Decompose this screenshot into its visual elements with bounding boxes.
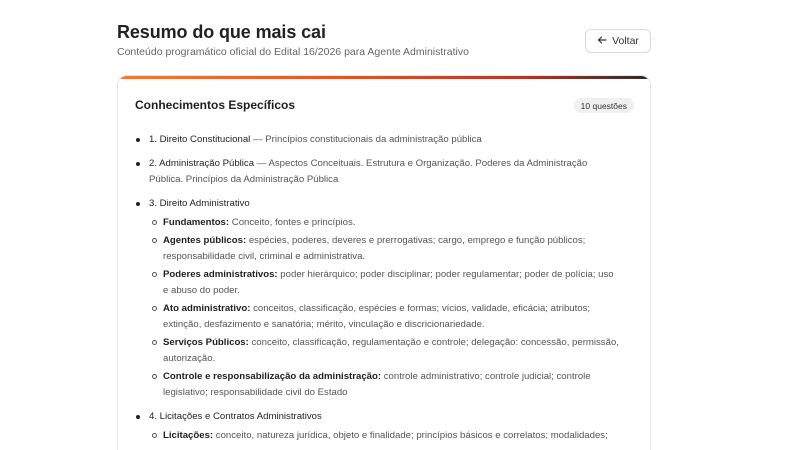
question-count-badge: 10 questões	[574, 98, 634, 113]
topic-description: — Princípios constitucionais da administração pública	[250, 134, 482, 145]
arrow-left-icon	[597, 35, 607, 48]
back-button-label: Voltar	[612, 35, 639, 47]
subtopic-text: espécies, poderes, deveres e prerrogativas; cargo, emprego e função públicos; responsabilidade civil, criminal e administrativa.	[163, 235, 586, 262]
subtopic-label: Fundamentos:	[163, 217, 230, 228]
topic-description: — Aspectos Conceituais. Estrutura e Organização. Poderes da Administração Pública. Princípios da Administração Pública	[149, 158, 588, 185]
subtopic-item	[163, 233, 619, 265]
subtopic-text: conceitos, classificação, espécies e formas; vícios, validade, eficácia; atributos; extinção, desfazimento e sanatória; mérito, vinculação e discricionariedade.	[163, 303, 591, 330]
subtopic-item	[163, 335, 619, 367]
subtopic-label: Licitações:	[163, 430, 214, 441]
topic-item	[149, 156, 619, 188]
subtopic-text: controle administrativo; controle judicial; controle legislativo; responsabilidade civil do Estado	[163, 371, 591, 398]
content-card	[117, 75, 651, 450]
subtopic-label: Agentes públicos:	[163, 235, 247, 246]
subtopic-text: conceito, natureza jurídica, objeto e finalidade; princípios básicos e correlatos; modalidades;	[213, 430, 608, 441]
page-title: Resumo do que mais cai	[117, 22, 326, 42]
subtopic-text: conceito, classificação, regulamentação e controle; delegação: concessão, permissão, autorização.	[163, 337, 619, 364]
subtopic-list	[149, 428, 619, 444]
subtopic-label: Poderes administrativos:	[163, 269, 278, 280]
topic-item	[149, 409, 619, 444]
topic-item	[149, 196, 619, 401]
subtopic-text: poder hierárquico; poder disciplinar; poder regulamentar; poder de polícia; uso e abuso do poder.	[163, 269, 614, 296]
subtopic-list	[149, 215, 619, 401]
card-title: Conhecimentos Específicos	[135, 98, 296, 112]
topic-title: 4. Licitações e Contratos Administrativos	[149, 411, 322, 422]
topic-title: 1. Direito Constitucional	[149, 134, 251, 145]
subtopic-label: Controle e responsabilização da administração:	[163, 371, 382, 382]
subtopic-text: Conceito, fontes e princípios.	[229, 217, 356, 228]
topic-list	[149, 132, 619, 444]
subtopic-item	[163, 369, 619, 401]
card-accent-bar	[118, 76, 650, 79]
subtopic-item	[163, 301, 619, 333]
subtopic-label: Serviços Públicos:	[163, 337, 249, 348]
subtopic-item	[163, 428, 619, 444]
page-subtitle: Conteúdo programático oficial do Edital 16/2026 para Agente Administrativo	[117, 46, 469, 58]
subtopic-item	[163, 267, 619, 299]
topic-title: 2. Administração Pública	[149, 158, 255, 169]
subtopic-item	[163, 215, 619, 231]
topic-title: 3. Direito Administrativo	[149, 198, 250, 209]
subtopic-label: Ato administrativo:	[163, 303, 251, 314]
topic-item	[149, 132, 619, 148]
back-button[interactable]	[585, 29, 651, 53]
